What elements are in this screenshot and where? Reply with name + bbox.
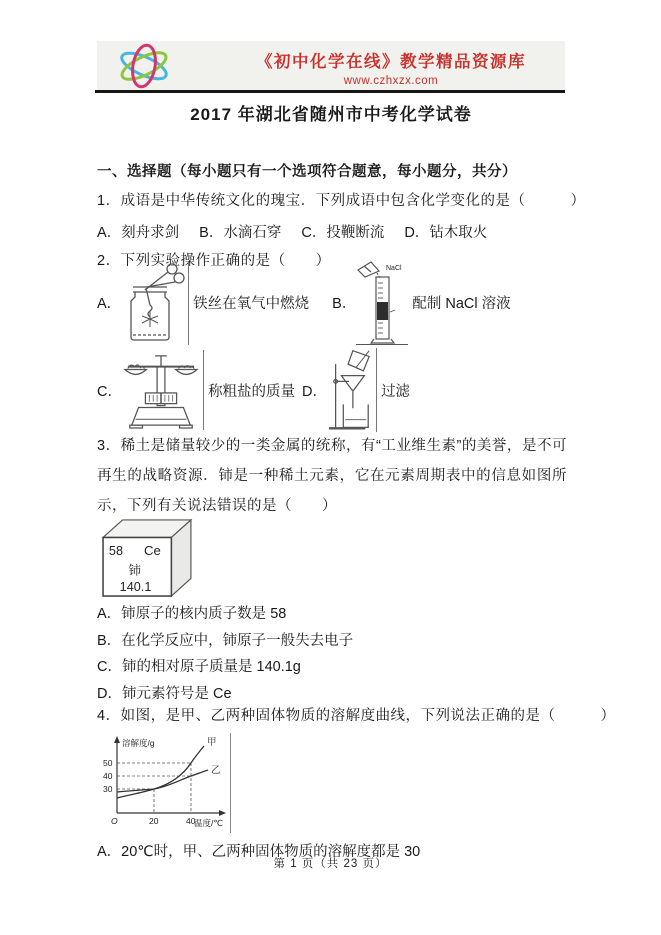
q2-options-row-1 [97,260,567,345]
y-tick-30: 30 [103,784,113,794]
site-title: 《初中化学在线》教学精品资源库 [256,53,526,71]
y-tick-40: 40 [103,771,113,781]
x-axis-label: 温度/℃ [194,818,223,828]
page-title: 2017 年湖北省随州市中考化学试卷 [190,105,472,124]
q1-option-c: C．投鞭断流 [301,225,385,241]
element-relative-mass: 140.1 [119,580,152,595]
site-header [97,41,565,90]
question-3-options [97,601,353,707]
q2-option-d-key: D． [301,383,327,400]
x-tick-40: 40 [186,816,196,826]
q3-option-b: B．在化学反应中，铈原子一般失去电子 [97,632,354,649]
graduated-cylinder-nacl-icon [356,260,408,345]
q1-option-d: D．钻木取火 [404,225,488,241]
q3-option-d: D．铈元素符号是 Ce [97,685,232,702]
double-pan-balance-icon [122,350,204,430]
page-number-footer: 第 1 页（共 23 页） [273,858,388,870]
header-divider [95,90,565,93]
section-heading: 一、选择题（每小题只有一个选项符合题意，每小题分，共分） [97,164,517,180]
solubility-curve-chart [97,733,231,833]
question-1-text: 1．成语是中华传统文化的瑰宝．下列成语中包含化学变化的是（ ） [97,193,586,209]
periodic-table-element-cell [98,516,194,598]
filtration-apparatus-icon [327,348,377,432]
q1-option-a: A．刻舟求剑 [97,225,180,241]
question-3-text: 3．稀土是储量较少的一类金属的统称，有“工业维生素”的美誉，是不可再生的战略资源．铈是一种稀土元素，它在元素周期表中的信息如图所示，下列有关说法错误的是（ ） [97,438,567,514]
element-name: 铈 [128,563,142,578]
y-axis-label: 溶解度/g [122,738,155,748]
q3-option-c: C．铈的相对原子质量是 140.1g [97,659,301,675]
series-label-yi: 乙 [211,765,221,776]
q2-option-b-key: B． [332,296,357,312]
question-1-options [97,221,487,242]
q2-option-a-caption: 铁丝在氧气中燃烧 [193,296,310,312]
q2-option-c-caption: 称粗盐的质量 [207,383,295,400]
q2-option-a-key: A． [97,296,122,312]
curve-yi [117,770,208,792]
x-tick-origin: O [111,816,118,826]
q2-options-row-2 [97,348,567,432]
q4-option-a: A．20℃时，甲、乙两种固体物质的溶解度都是 30 [97,844,421,860]
q2-option-c-key: C． [97,383,122,400]
x-tick-20: 20 [149,816,159,826]
atom-logo-icon [105,42,183,89]
q3-option-a: A．铈原子的核内质子数是 58 [97,606,287,622]
question-4-text: 4．如图，是甲、乙两种固体物质的溶解度曲线，下列说法正确的是（ ） [97,708,616,724]
y-tick-50: 50 [103,758,113,768]
element-symbol: Ce [144,543,161,559]
site-url-link[interactable]: www.czhxzx.com [343,75,439,87]
series-label-jia: 甲 [207,737,217,748]
element-atomic-number: 58 [108,544,124,559]
q2-option-d-caption: 过滤 [380,383,410,400]
q2-option-b-caption: 配制 NaCl 溶液 [412,296,511,312]
iron-wire-burning-in-oxygen-icon [121,261,189,345]
nacl-label: NaCl [386,265,402,272]
question-2-text: 2．下列实验操作正确的是（ ） [97,253,331,269]
q1-option-b: B．水滴石穿 [199,225,282,241]
